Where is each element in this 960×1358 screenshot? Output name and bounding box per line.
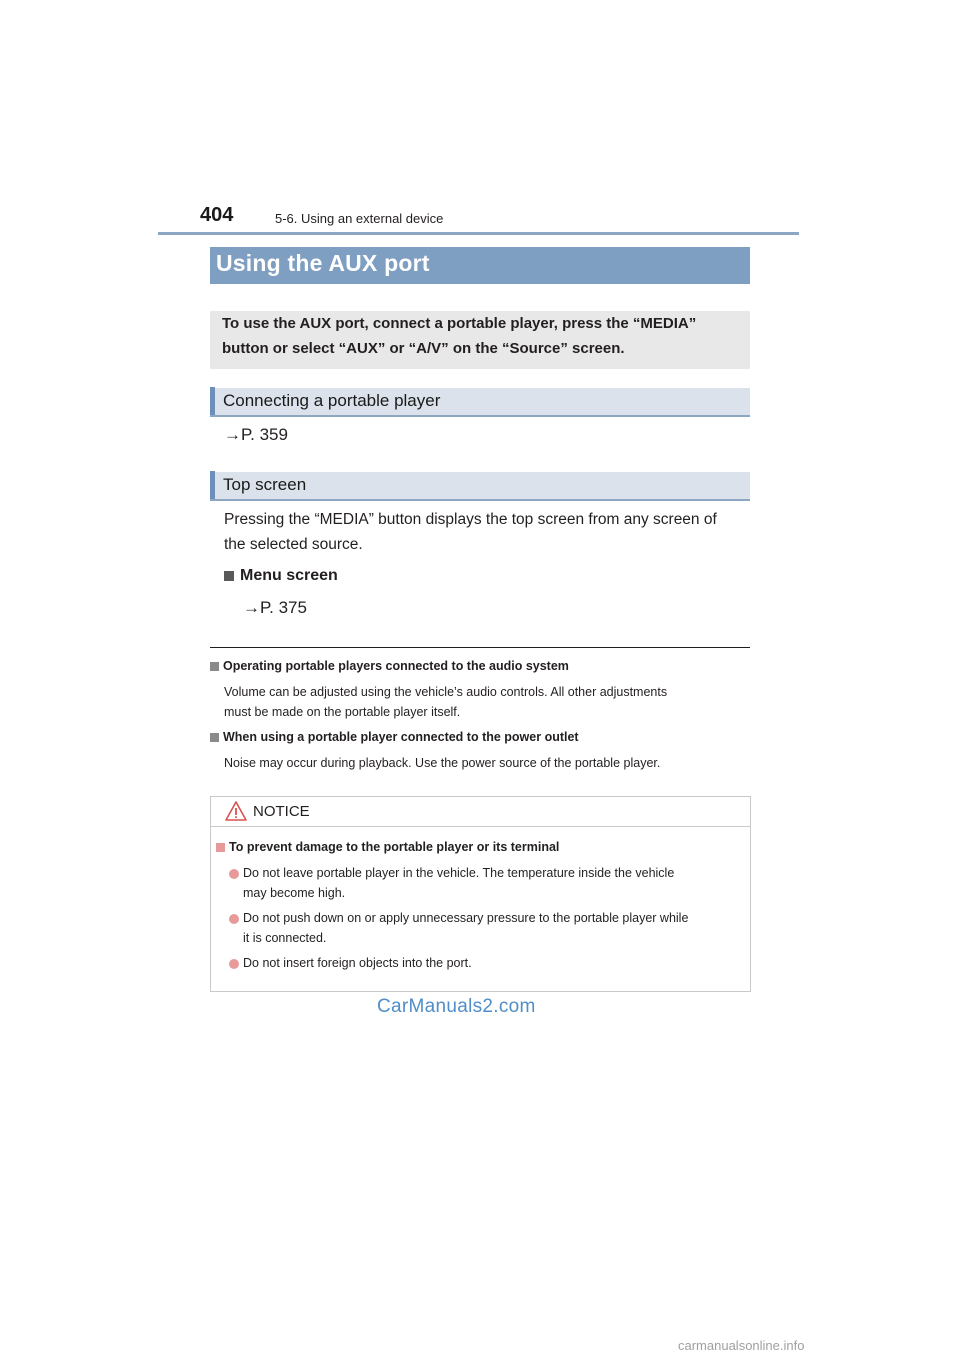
- section-accent: [210, 471, 215, 501]
- section-title-connecting: Connecting a portable player: [223, 391, 441, 410]
- notice-bullet-continuation: it is connected.: [243, 931, 327, 945]
- notice-bullet-continuation: may become high.: [243, 886, 346, 900]
- page-title: Using the AUX port: [216, 250, 430, 276]
- square-bullet-icon: [210, 662, 219, 671]
- page-number: 404: [200, 204, 234, 226]
- page-reference-link[interactable]: →P. 359: [224, 425, 288, 444]
- notice-bullet-text: Do not insert foreign objects into the port.: [243, 956, 472, 970]
- notice-bullet: [229, 956, 472, 970]
- notice-bullet-text: Do not push down on or apply unnecessary pressure to the portable player while: [243, 911, 689, 925]
- section-accent: [210, 387, 215, 417]
- notice-bullet-text: Do not leave portable player in the vehicle. The temperature inside the vehicle: [243, 866, 675, 880]
- page-reference-link[interactable]: →P. 375: [243, 598, 307, 617]
- note-text-line-1: Noise may occur during playback. Use the power source of the portable player.: [224, 756, 661, 770]
- intro-line-2: button or select “AUX” or “A/V” on the “Source” screen.: [222, 340, 625, 357]
- notice-heading: [216, 840, 559, 854]
- body-line-2: the selected source.: [224, 536, 363, 553]
- divider: [210, 647, 750, 648]
- notice-label: NOTICE: [253, 803, 310, 820]
- section-underline: [210, 415, 750, 417]
- bullet-dot-icon: [229, 869, 239, 879]
- bullet-dot-icon: [229, 959, 239, 969]
- section-title-top-screen: Top screen: [223, 475, 307, 494]
- watermark-text: CarManuals2.com: [377, 996, 536, 1017]
- footer-watermark: carmanualsonline.info: [678, 1338, 805, 1353]
- notice-bullet: [229, 866, 674, 880]
- note-heading-label: Operating portable players connected to the audio system: [223, 659, 569, 673]
- note-heading: [210, 730, 579, 744]
- sub-heading-label: Menu screen: [240, 567, 338, 584]
- warning-triangle-icon: [224, 800, 248, 822]
- section-underline: [210, 499, 750, 501]
- sub-heading-menu-screen: [224, 567, 338, 585]
- bullet-dot-icon: [229, 914, 239, 924]
- body-line-1: Pressing the “MEDIA” button displays the top screen from any screen of: [224, 511, 717, 528]
- note-text-line-2: must be made on the portable player itself.: [224, 705, 461, 719]
- intro-line-1: To use the AUX port, connect a portable player, press the “MEDIA”: [222, 315, 697, 332]
- section-reference: 5-6. Using an external device: [275, 211, 444, 226]
- square-bullet-icon: [216, 843, 225, 852]
- note-text-line-1: Volume can be adjusted using the vehicle’s audio controls. All other adjustments: [224, 685, 668, 699]
- notice-divider: [211, 826, 750, 827]
- notice-heading-label: To prevent damage to the portable player or its terminal: [229, 840, 560, 854]
- note-heading-label: When using a portable player connected to the power outlet: [223, 730, 579, 744]
- note-heading: [210, 659, 569, 673]
- square-bullet-icon: [224, 571, 234, 581]
- header-rule: [158, 232, 799, 235]
- notice-bullet: [229, 911, 688, 925]
- square-bullet-icon: [210, 733, 219, 742]
